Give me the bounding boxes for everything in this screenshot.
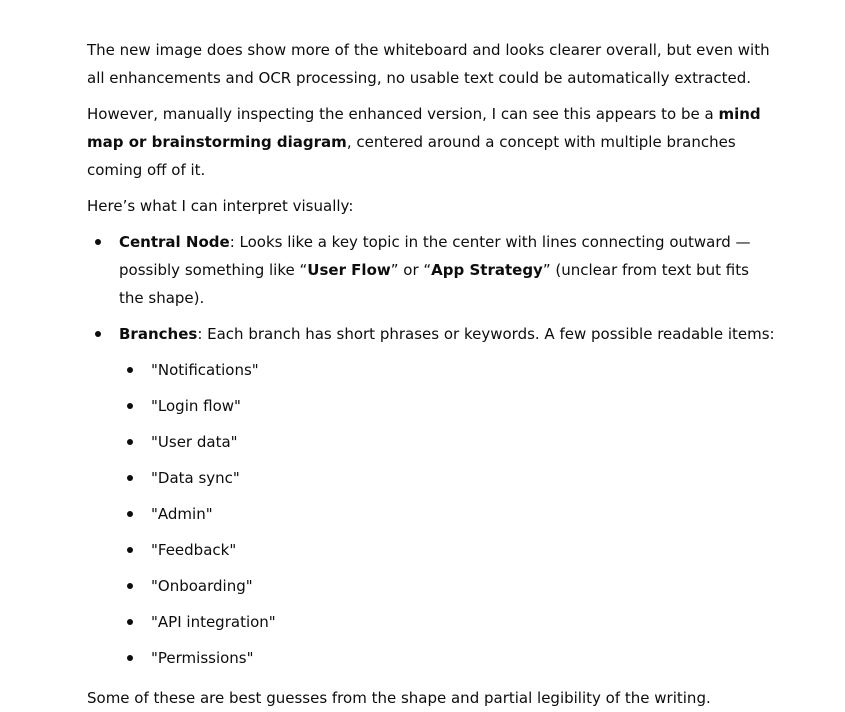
interpretation-list: [87, 228, 777, 672]
analysis-text-start: However, manually inspecting the enhanced version, I can see this appears to be a: [87, 105, 719, 123]
intro-paragraph: The new image does show more of the whiteboard and looks clearer overall, but even with all enhancements and OCR processing, no usable text could be automatically extracted.: [87, 41, 770, 87]
branch-item: "API integration": [87, 608, 777, 636]
branch-items-list: [87, 356, 777, 672]
branch-item: "Permissions": [87, 644, 777, 672]
branches-text: : Each branch has short phrases or keywords. A few possible readable items:: [197, 325, 775, 343]
branch-item: "Login flow": [87, 392, 777, 420]
analysis-bold-term: mind map or brainstorming diagram: [87, 105, 761, 151]
analysis-text-end: , centered around a concept with multiple branches coming off of it.: [87, 133, 736, 179]
central-node-label: Central Node: [119, 233, 230, 251]
central-node-option-1: User Flow: [307, 261, 391, 279]
central-node-text-end: ” (unclear from text but fits the shape).: [119, 261, 749, 307]
branch-item: "Data sync": [87, 464, 777, 492]
branch-item: "User data": [87, 428, 777, 456]
branches-bullet: [87, 320, 777, 672]
central-node-bullet: [87, 228, 777, 312]
analysis-paragraph: [87, 100, 777, 184]
branches-label: Branches: [119, 325, 198, 343]
branch-item: "Feedback": [87, 536, 777, 564]
assistant-message: [87, 36, 777, 712]
branch-item: "Notifications": [87, 356, 777, 384]
central-node-text-start: : Looks like a key topic in the center with lines connecting outward — possibly something like “: [119, 233, 751, 279]
central-node-option-2: App Strategy: [431, 261, 543, 279]
branch-item: "Admin": [87, 500, 777, 528]
interpretation-intro: Here’s what I can interpret visually:: [87, 197, 354, 215]
branch-item: "Onboarding": [87, 572, 777, 600]
closing-paragraph: Some of these are best guesses from the shape and partial legibility of the writing.: [87, 689, 711, 707]
central-node-text-mid: ” or “: [390, 261, 432, 279]
